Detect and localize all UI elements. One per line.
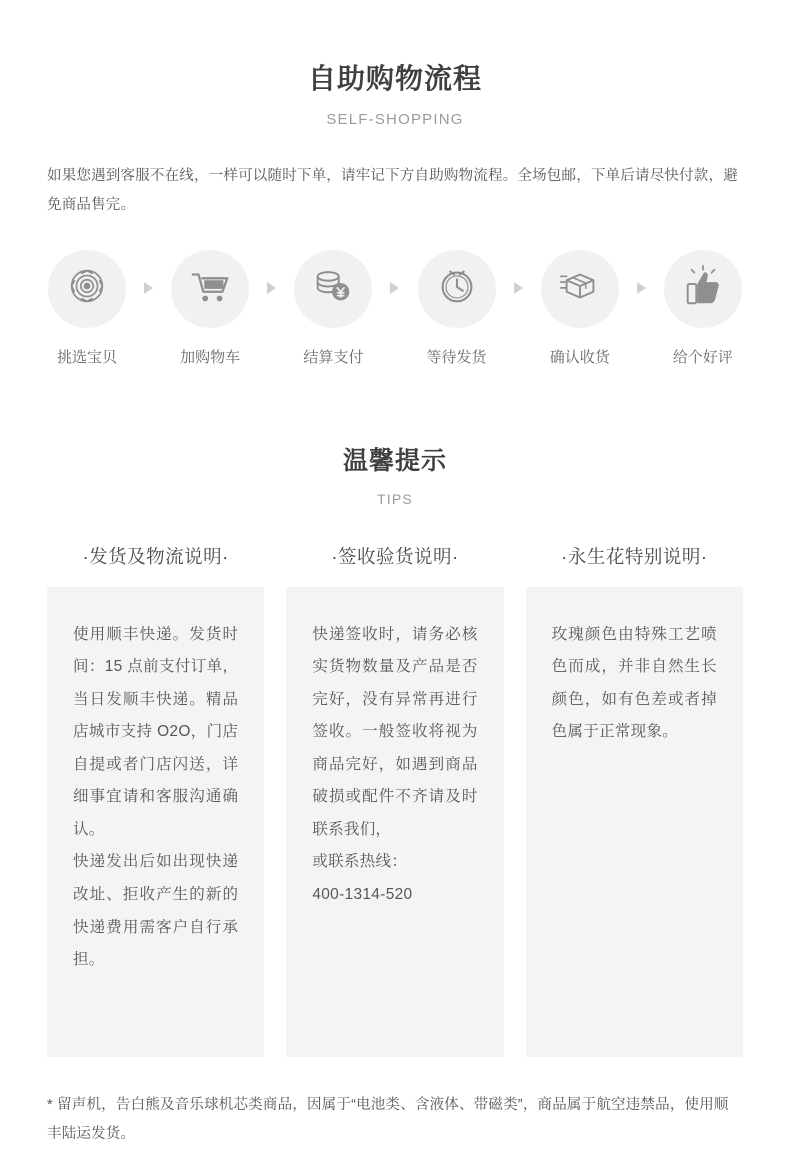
tips-paragraph: 使用顺丰快递。发货时间：15 点前支付订单，当日发顺丰快递。精品店城市支持 O2O，门店自提或者门店闪送，详细事宜请和客服沟通确认。 <box>73 625 239 838</box>
page-subtitle: SELF-SHOPPING <box>326 110 464 128</box>
tips-column-shipping <box>47 587 264 1057</box>
footnote-text: * 留声机，告白熊及音乐球机芯类商品，因属于“电池类、含液体、带磁类”，商品属于航空违禁品，使用顺丰陆运发货。 <box>47 1096 729 1142</box>
step-item <box>170 250 250 367</box>
arrow-icon <box>142 281 156 295</box>
step-icon-circle <box>664 250 742 328</box>
step-label: 挑选宝贝 <box>56 348 117 366</box>
step-label: 结算支付 <box>303 348 364 366</box>
arrow-icon <box>634 281 648 295</box>
steps-row <box>47 250 743 367</box>
step-item <box>663 250 743 367</box>
step-icon-circle <box>541 250 619 328</box>
step-item <box>47 250 127 367</box>
tips-column-heading: ·发货及物流说明· <box>82 545 229 567</box>
clock-icon <box>434 263 480 314</box>
arrow-icon <box>388 281 402 295</box>
tips-hotline-number: 400-1314-520 <box>312 885 413 903</box>
intro-paragraph: 如果您遇到客服不在线，一样可以随时下单，请牢记下方自助购物流程。全场包邮，下单后请尽快付款，避免商品售完。 <box>47 167 738 213</box>
step-icon-circle <box>48 250 126 328</box>
step-label: 给个好评 <box>672 348 733 366</box>
step-icon-circle <box>418 250 496 328</box>
tips-column-preserved-flower <box>526 587 743 1057</box>
tips-paragraph: 或联系热线： <box>312 853 408 871</box>
step-icon-circle <box>294 250 372 328</box>
step-label: 等待发货 <box>426 348 487 366</box>
tips-column-heading: ·签收验货说明· <box>331 545 459 567</box>
step-label: 加购物车 <box>180 348 241 366</box>
parcel-box-icon <box>557 263 603 314</box>
tips-column-receiving <box>286 587 503 1057</box>
step-item <box>417 250 497 367</box>
tips-paragraph: 快递签收时，请务必核实货物数量及产品是否完好，没有异常再进行签收。一般签收将视为商品完好，如遇到商品破损或配件不齐请及时联系我们， <box>312 625 478 838</box>
rose-flower-icon <box>64 263 110 314</box>
shopping-flow-section <box>47 0 743 367</box>
tips-columns-row <box>47 587 743 1057</box>
arrow-icon <box>265 281 279 295</box>
thumbs-up-icon <box>680 263 726 314</box>
tips-title: 温馨提示 <box>342 446 447 475</box>
arrow-icon <box>511 281 525 295</box>
step-icon-circle <box>171 250 249 328</box>
coins-yen-icon <box>310 263 356 314</box>
step-label: 确认收货 <box>549 348 610 366</box>
tips-headings-row <box>47 543 743 569</box>
step-item <box>293 250 373 367</box>
tips-section <box>47 441 743 1057</box>
shopping-cart-icon <box>187 263 233 314</box>
page-title: 自助购物流程 <box>307 63 482 94</box>
tips-subtitle: TIPS <box>377 490 413 507</box>
step-item <box>540 250 620 367</box>
tips-column-heading: ·永生花特别说明· <box>561 545 708 567</box>
tips-paragraph: 快递发出后如出现快递改址、拒收产生的新的快递费用需客户自行承担。 <box>73 853 239 969</box>
tips-paragraph: 玫瑰颜色由特殊工艺喷色而成，并非自然生长颜色，如有色差或者掉色属于正常现象。 <box>551 625 717 741</box>
